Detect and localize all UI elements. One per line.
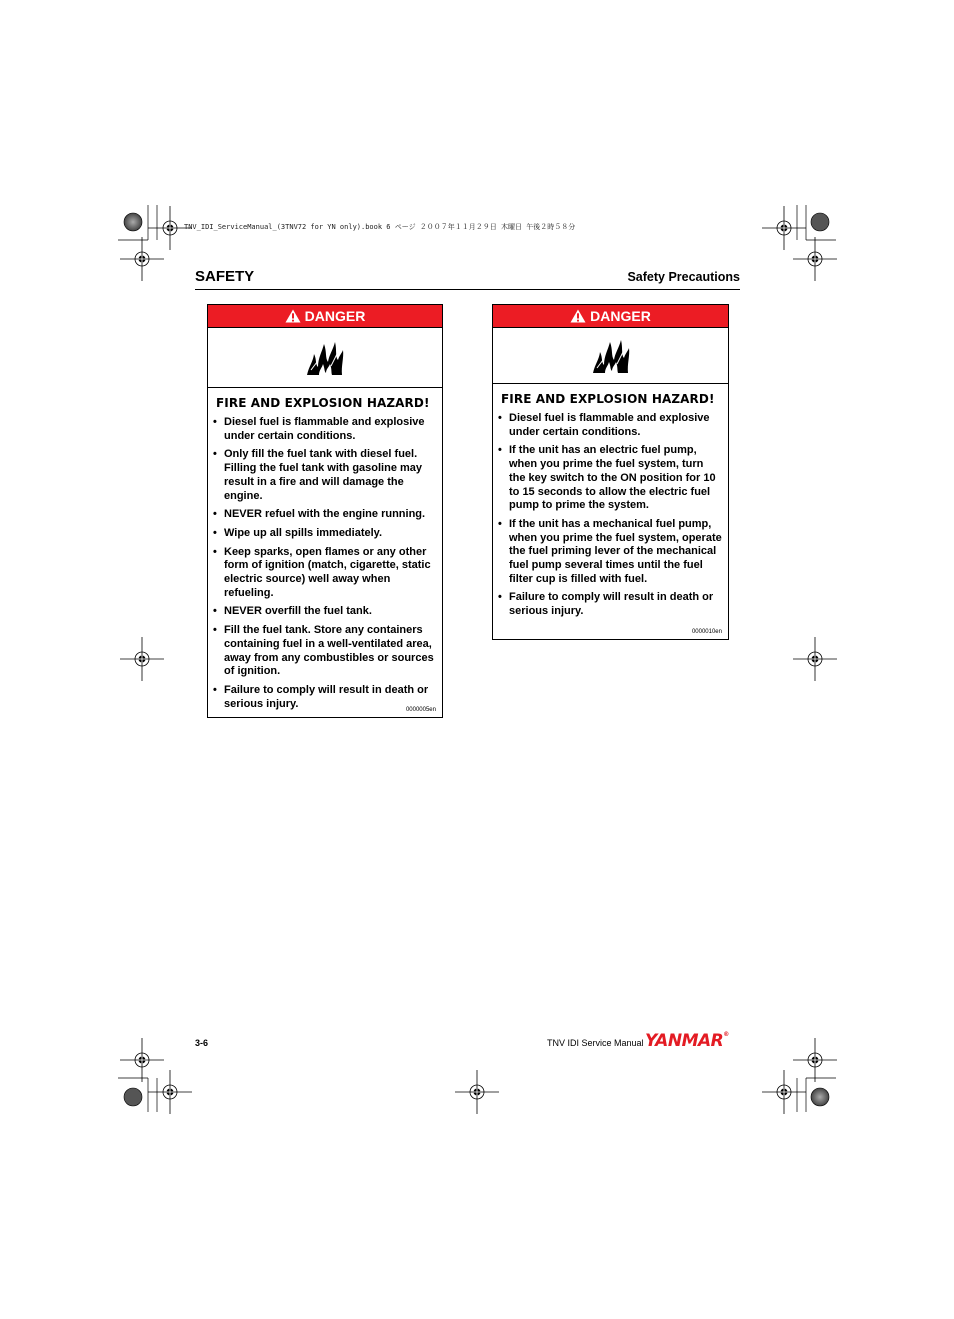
list-item: • Failure to comply will result in death or serious injury. (501, 591, 722, 618)
list-item: • Wipe up all spills immediately. (216, 527, 436, 541)
danger-panel-2 (492, 304, 729, 640)
list-item: • Diesel fuel is flammable and explosive under certain conditions. (501, 412, 722, 439)
list-item: • NEVER overfill the fuel tank. (216, 605, 436, 619)
label-code: 0000010en (691, 629, 722, 635)
hazard-title: FIRE AND EXPLOSION HAZARD! (216, 396, 430, 410)
label-code: 0000005en (405, 707, 436, 713)
section-title: SAFETY (195, 268, 255, 285)
hazard-list (493, 412, 728, 619)
list-item: • Failure to comply will result in death or serious injury. (216, 684, 436, 711)
list-item: • Diesel fuel is flammable and explosive under certain conditions. (216, 416, 436, 443)
list-item: • NEVER refuel with the engine running. (216, 508, 436, 522)
warning-icon (570, 309, 586, 323)
danger-label: DANGER (590, 308, 651, 324)
list-item: • Only fill the fuel tank with diesel fuel. Filling the fuel tank with gasoline may result in a fire and will damage the engine. (216, 448, 436, 503)
danger-label: DANGER (304, 308, 366, 324)
danger-panel-1 (207, 304, 443, 718)
header-rule (195, 289, 740, 290)
warning-icon (285, 309, 301, 323)
page-number: 3-6 (195, 1038, 209, 1048)
list-item: • Fill the fuel tank. Store any containers containing fuel in a well-ventilated area, away from any combustibles or sources of ignition. (216, 624, 436, 679)
print-job-header: TNV_IDI_ServiceManual_(3TNV72 for YN only).book 6 ページ ２００７年１１月２９日 木曜日 午後２時５８分 (184, 223, 576, 231)
list-item: • If the unit has a mechanical fuel pump, when you prime the fuel system, operate the fuel priming lever of the mechanical fuel pump several times until the fuel filter cup is filled with fuel. (501, 518, 722, 587)
fire-icon (591, 338, 631, 374)
hazard-list (208, 416, 442, 711)
list-item: • If the unit has an electric fuel pump, when you prime the fuel system, turn the key switch to the ON position for 10 to 15 seconds to allow the electric fuel pump to prime the system. (501, 444, 722, 513)
subsection-title: Safety Precautions (627, 270, 740, 284)
yanmar-logo (645, 1031, 729, 1051)
manual-title: TNV IDI Service Manual (547, 1038, 644, 1048)
list-item: • Keep sparks, open flames or any other form of ignition (match, cigarette, static electric source) well away when refueling. (216, 546, 436, 601)
fire-icon (305, 340, 345, 376)
danger-banner (208, 305, 442, 328)
registered-mark: ® (723, 1031, 729, 1038)
fire-pictogram (493, 328, 728, 384)
hazard-title: FIRE AND EXPLOSION HAZARD! (501, 392, 715, 406)
brand-text: YANMAR (645, 1031, 724, 1051)
fire-pictogram (208, 328, 442, 388)
danger-banner (493, 305, 728, 328)
